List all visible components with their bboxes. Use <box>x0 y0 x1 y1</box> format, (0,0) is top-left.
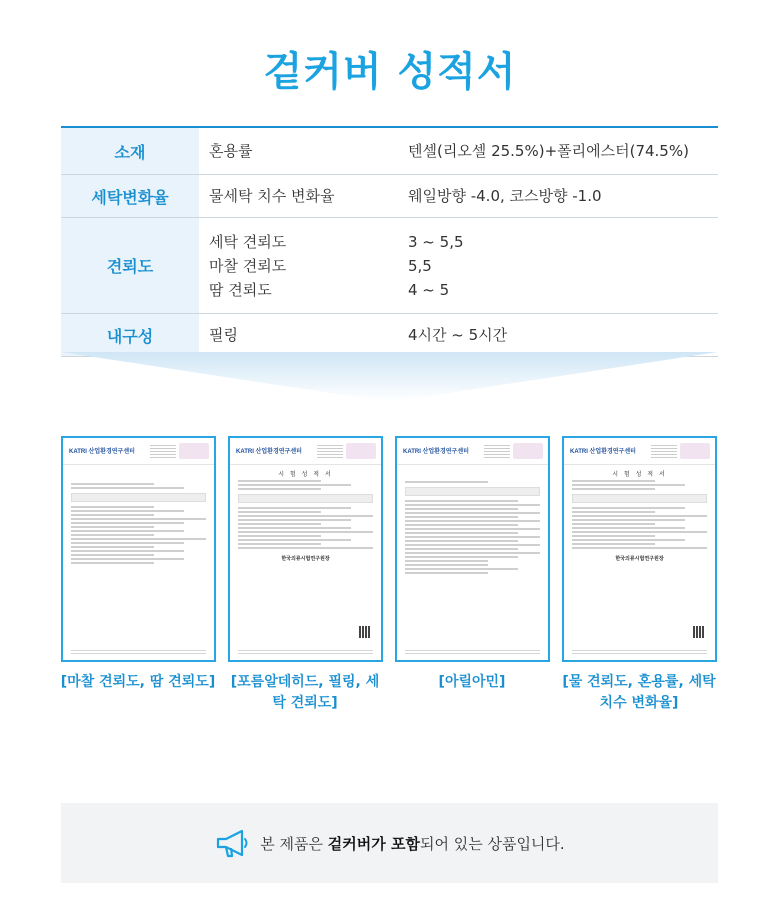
certificate-caption: [물 견뢰도, 혼용률, 세탁 치수 변화율] <box>562 674 716 711</box>
row-value: 웨일방향 -4.0, 코스방향 -1.0 <box>408 187 602 205</box>
megaphone-icon <box>214 828 250 858</box>
katri-logo: KATRI 산업환경연구센터 <box>403 449 469 455</box>
certificate-thumbnail[interactable] <box>61 436 216 662</box>
qr-code-icon <box>693 626 705 638</box>
row-value: 3 ~ 5,5 <box>408 232 464 251</box>
table-row <box>61 314 718 357</box>
row-label: 내구성 <box>61 314 199 356</box>
row-item: 필링 <box>209 326 238 344</box>
row-value: 텐셀(리오셀 25.5%)+폴리에스터(74.5%) <box>408 142 689 160</box>
notice-banner <box>61 803 718 883</box>
certification-mark-icon <box>179 443 209 459</box>
katri-logo: KATRI 산업환경연구센터 <box>69 449 135 455</box>
row-item: 마찰 견뢰도 <box>209 256 287 275</box>
certification-mark-icon <box>680 443 710 459</box>
page-title: 겉커버 성적서 <box>263 49 517 95</box>
certificate-caption: [포름알데히드, 필링, 세탁 견뢰도] <box>230 674 380 711</box>
row-label: 세탁변화율 <box>61 175 199 217</box>
certificate-caption: [아릴아민] <box>438 674 506 690</box>
qr-code-icon <box>359 626 371 638</box>
row-label: 소재 <box>61 128 199 174</box>
notice-highlight: 겉커버가 포함 <box>327 834 420 853</box>
certification-mark-icon <box>346 443 376 459</box>
katri-logo: KATRI 산업환경연구센터 <box>236 449 302 455</box>
notice-text: 본 제품은 겉커버가 포함되어 있는 상품입니다. <box>260 834 565 853</box>
spec-table <box>61 126 718 357</box>
fan-decoration <box>61 352 718 402</box>
row-item: 혼용률 <box>209 142 253 160</box>
row-item: 땀 견뢰도 <box>209 280 272 299</box>
table-row <box>61 128 718 175</box>
row-label: 견뢰도 <box>61 218 199 313</box>
row-value: 4 ~ 5 <box>408 280 450 299</box>
row-item: 물세탁 치수 변화율 <box>209 187 335 205</box>
table-row <box>61 218 718 314</box>
certification-mark-icon <box>513 443 543 459</box>
row-value: 4시간 ~ 5시간 <box>408 326 508 344</box>
table-row <box>61 175 718 218</box>
certificate-thumbnail[interactable] <box>562 436 717 662</box>
document-title: 시 험 성 적 서 <box>278 471 333 478</box>
issuer-name: 한국의류시험연구원장 <box>281 556 330 562</box>
row-value: 5,5 <box>408 256 432 275</box>
document-title: 시 험 성 적 서 <box>612 471 667 478</box>
certificate-thumbnail[interactable] <box>395 436 550 662</box>
issuer-name: 한국의류시험연구원장 <box>615 556 664 562</box>
certificate-caption: [마찰 견뢰도, 땀 견뢰도] <box>60 674 216 690</box>
row-item: 세탁 견뢰도 <box>209 232 287 251</box>
katri-logo: KATRI 산업환경연구센터 <box>570 449 636 455</box>
certificate-thumbnail[interactable] <box>228 436 383 662</box>
